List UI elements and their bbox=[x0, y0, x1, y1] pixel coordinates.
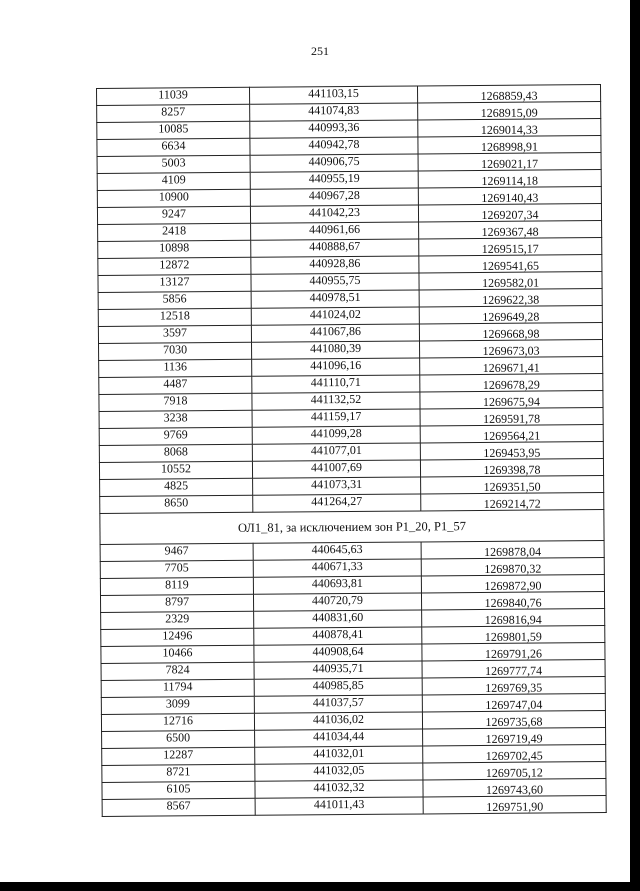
coordinate-x: 441032,05 bbox=[255, 763, 423, 781]
coordinates-table bbox=[96, 84, 607, 817]
coordinate-x: 440671,33 bbox=[253, 559, 421, 577]
coordinate-y: 1269719,49 bbox=[423, 728, 606, 746]
coordinate-y: 1269678,29 bbox=[420, 374, 603, 392]
point-number: 8068 bbox=[99, 444, 252, 462]
coordinate-x: 441034,44 bbox=[255, 729, 423, 747]
coordinate-y: 1269622,38 bbox=[419, 289, 602, 307]
coordinate-y: 1269140,43 bbox=[418, 187, 601, 205]
table-row bbox=[100, 493, 604, 514]
point-number: 3597 bbox=[98, 325, 251, 343]
coordinate-y: 1269649,28 bbox=[419, 306, 602, 324]
coordinate-y: 1268915,09 bbox=[418, 102, 601, 120]
coordinate-y: 1269675,94 bbox=[420, 391, 603, 409]
coordinate-x: 441159,17 bbox=[252, 409, 420, 427]
point-number: 3238 bbox=[99, 410, 252, 428]
section-title: ОЛ1_81, за исключением зон Р1_20, Р1_57 bbox=[100, 510, 604, 545]
point-number: 10552 bbox=[99, 461, 252, 479]
point-number: 6500 bbox=[102, 730, 255, 748]
coordinate-y: 1269114,18 bbox=[418, 170, 601, 188]
coordinate-x: 440878,41 bbox=[254, 627, 422, 645]
point-number: 12518 bbox=[98, 308, 251, 326]
coordinates-sheet bbox=[96, 84, 606, 817]
coordinate-x: 440908,64 bbox=[254, 644, 422, 662]
point-number: 4487 bbox=[99, 376, 252, 394]
point-number: 2418 bbox=[98, 223, 251, 241]
section-two-header bbox=[100, 510, 604, 545]
point-number: 8650 bbox=[100, 495, 253, 513]
coordinate-x: 441032,32 bbox=[255, 780, 423, 798]
coordinate-x: 440955,75 bbox=[251, 273, 419, 291]
coordinate-x: 440888,67 bbox=[251, 239, 419, 257]
coordinate-x: 441077,01 bbox=[252, 443, 420, 461]
coordinate-y: 1269582,01 bbox=[419, 272, 602, 290]
coordinate-y: 1269751,90 bbox=[423, 796, 606, 814]
coordinate-y: 1269878,04 bbox=[421, 541, 604, 559]
point-number: 12287 bbox=[102, 747, 255, 765]
point-number: 8119 bbox=[100, 577, 253, 595]
coordinate-x: 440928,86 bbox=[251, 256, 419, 274]
point-number: 4825 bbox=[100, 478, 253, 496]
point-number: 8721 bbox=[102, 764, 255, 782]
point-number: 6634 bbox=[97, 138, 250, 156]
coordinate-x: 440978,51 bbox=[251, 290, 419, 308]
coordinate-y: 1269872,90 bbox=[421, 575, 604, 593]
point-number: 12496 bbox=[101, 628, 254, 646]
point-number: 6105 bbox=[102, 781, 255, 799]
coordinate-x: 440955,19 bbox=[250, 171, 418, 189]
coordinate-y: 1269735,68 bbox=[422, 711, 605, 729]
coordinate-y: 1269870,32 bbox=[421, 558, 604, 576]
point-number: 13127 bbox=[98, 274, 251, 292]
point-number: 5003 bbox=[97, 155, 250, 173]
scan-border-right bbox=[630, 0, 640, 891]
point-number: 11794 bbox=[101, 679, 254, 697]
coordinate-y: 1269816,94 bbox=[422, 609, 605, 627]
scan-border-bottom bbox=[0, 882, 640, 891]
coordinate-y: 1269801,59 bbox=[422, 626, 605, 644]
point-number: 7918 bbox=[99, 393, 252, 411]
page-number: 251 bbox=[311, 44, 329, 58]
coordinate-x: 441067,86 bbox=[251, 324, 419, 342]
coordinate-y: 1269673,03 bbox=[419, 340, 602, 358]
point-number: 3099 bbox=[101, 696, 254, 714]
coordinate-y: 1269021,17 bbox=[418, 153, 601, 171]
point-number: 9769 bbox=[99, 427, 252, 445]
point-number: 9467 bbox=[100, 543, 253, 561]
coordinate-y: 1268859,43 bbox=[417, 85, 600, 103]
coordinate-x: 441103,15 bbox=[249, 86, 417, 104]
coordinate-y: 1269207,34 bbox=[418, 204, 601, 222]
point-number: 8257 bbox=[97, 104, 250, 122]
point-number: 10466 bbox=[101, 645, 254, 663]
coordinate-x: 440693,81 bbox=[253, 576, 421, 594]
coordinate-x: 441110,71 bbox=[252, 375, 420, 393]
point-number: 10898 bbox=[98, 240, 251, 258]
coordinate-y: 1269591,78 bbox=[420, 408, 603, 426]
coordinate-x: 441024,02 bbox=[251, 307, 419, 325]
coordinate-y: 1269014,33 bbox=[418, 119, 601, 137]
coordinate-y: 1269367,48 bbox=[419, 221, 602, 239]
coordinate-x: 440906,75 bbox=[250, 154, 418, 172]
coordinate-x: 441037,57 bbox=[254, 695, 422, 713]
coordinate-y: 1269351,50 bbox=[421, 476, 604, 494]
point-number: 5856 bbox=[98, 291, 251, 309]
coordinate-x: 441096,16 bbox=[252, 358, 420, 376]
coordinate-y: 1269743,60 bbox=[423, 779, 606, 797]
section-one-rows bbox=[97, 85, 604, 514]
section-two-rows bbox=[100, 541, 606, 817]
coordinate-y: 1269769,35 bbox=[422, 677, 605, 695]
coordinate-x: 440935,71 bbox=[254, 661, 422, 679]
point-number: 8797 bbox=[100, 594, 253, 612]
coordinate-y: 1269668,98 bbox=[419, 323, 602, 341]
point-number: 4109 bbox=[97, 172, 250, 190]
point-number: 10900 bbox=[97, 189, 250, 207]
coordinate-x: 440645,63 bbox=[253, 542, 421, 560]
coordinate-x: 441074,83 bbox=[250, 103, 418, 121]
coordinate-x: 440993,36 bbox=[250, 120, 418, 138]
point-number: 7824 bbox=[101, 662, 254, 680]
coordinate-y: 1269671,41 bbox=[420, 357, 603, 375]
coordinate-x: 440967,28 bbox=[250, 188, 418, 206]
coordinate-y: 1269747,04 bbox=[422, 694, 605, 712]
coordinate-x: 441099,28 bbox=[252, 426, 420, 444]
coordinate-x: 440985,85 bbox=[254, 678, 422, 696]
coordinate-x: 441032,01 bbox=[255, 746, 423, 764]
coordinate-y: 1269702,45 bbox=[423, 745, 606, 763]
coordinate-y: 1269515,17 bbox=[419, 238, 602, 256]
coordinate-x: 441036,02 bbox=[254, 712, 422, 730]
coordinate-x: 440961,66 bbox=[251, 222, 419, 240]
point-number: 12716 bbox=[101, 713, 254, 731]
point-number: 1136 bbox=[99, 359, 252, 377]
point-number: 11039 bbox=[97, 87, 250, 105]
table-row bbox=[102, 796, 606, 817]
coordinate-x: 440831,60 bbox=[254, 610, 422, 628]
coordinate-x: 441042,23 bbox=[250, 205, 418, 223]
coordinate-x: 441073,31 bbox=[253, 477, 421, 495]
coordinate-x: 441007,69 bbox=[252, 460, 420, 478]
coordinate-x: 441132,52 bbox=[252, 392, 420, 410]
coordinate-y: 1269705,12 bbox=[423, 762, 606, 780]
coordinate-y: 1269398,78 bbox=[420, 459, 603, 477]
coordinate-y: 1269541,65 bbox=[419, 255, 602, 273]
point-number: 2329 bbox=[101, 611, 254, 629]
coordinate-x: 441264,27 bbox=[253, 494, 421, 512]
coordinate-x: 440942,78 bbox=[250, 137, 418, 155]
point-number: 10085 bbox=[97, 121, 250, 139]
point-number: 7705 bbox=[100, 560, 253, 578]
coordinate-y: 1269777,74 bbox=[422, 660, 605, 678]
coordinate-x: 441011,43 bbox=[255, 797, 423, 815]
coordinate-y: 1269453,95 bbox=[420, 442, 603, 460]
section-title-row bbox=[100, 510, 604, 545]
coordinate-y: 1269564,21 bbox=[420, 425, 603, 443]
point-number: 9247 bbox=[97, 206, 250, 224]
point-number: 8567 bbox=[102, 798, 255, 816]
coordinate-x: 440720,79 bbox=[253, 593, 421, 611]
coordinate-y: 1268998,91 bbox=[418, 136, 601, 154]
coordinate-y: 1269214,72 bbox=[421, 493, 604, 511]
coordinate-y: 1269840,76 bbox=[421, 592, 604, 610]
coordinate-x: 441080,39 bbox=[252, 341, 420, 359]
point-number: 12872 bbox=[98, 257, 251, 275]
coordinate-y: 1269791,26 bbox=[422, 643, 605, 661]
point-number: 7030 bbox=[99, 342, 252, 360]
